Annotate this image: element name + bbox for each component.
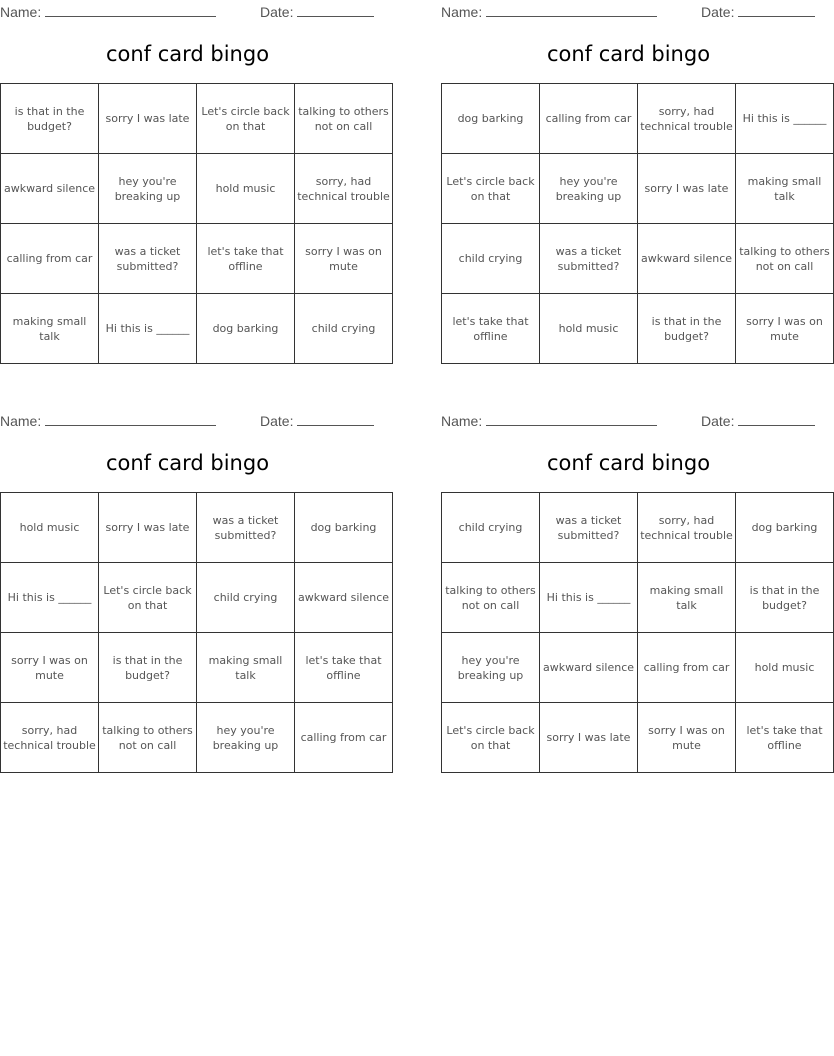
bingo-cell[interactable]: talking to others not on call	[442, 563, 540, 633]
name-blank-line[interactable]	[45, 2, 216, 17]
bingo-cell[interactable]: was a ticket submitted?	[540, 224, 638, 294]
name-field[interactable]	[441, 411, 657, 429]
name-blank-line[interactable]	[486, 2, 657, 17]
bingo-card	[0, 409, 390, 779]
bingo-cell[interactable]: calling from car	[1, 224, 99, 294]
bingo-cell[interactable]: sorry I was on mute	[1, 633, 99, 703]
bingo-cell[interactable]: Let's circle back on that	[99, 563, 197, 633]
bingo-cell[interactable]: child crying	[295, 294, 393, 364]
bingo-row	[1, 493, 393, 563]
bingo-cell[interactable]: is that in the budget?	[1, 84, 99, 154]
bingo-cell[interactable]: child crying	[442, 493, 540, 563]
bingo-cell[interactable]: dog barking	[736, 493, 834, 563]
bingo-cell[interactable]: let's take that offline	[197, 224, 295, 294]
bingo-row	[1, 633, 393, 703]
bingo-grid	[441, 83, 834, 364]
bingo-cell[interactable]: hold music	[540, 294, 638, 364]
bingo-row	[442, 294, 834, 364]
bingo-cell[interactable]: dog barking	[442, 84, 540, 154]
date-label: Date:	[260, 4, 294, 20]
bingo-cell[interactable]: sorry I was late	[540, 703, 638, 773]
bingo-row	[1, 84, 393, 154]
bingo-cell[interactable]: awkward silence	[540, 633, 638, 703]
bingo-cell[interactable]: sorry I was on mute	[638, 703, 736, 773]
name-label: Name:	[0, 413, 42, 429]
bingo-cell[interactable]: was a ticket submitted?	[540, 493, 638, 563]
card-header	[441, 0, 816, 22]
card-header	[0, 409, 375, 431]
name-label: Name:	[0, 4, 42, 20]
bingo-cell[interactable]: Hi this is ______	[99, 294, 197, 364]
date-blank-line[interactable]	[297, 2, 374, 17]
bingo-cell[interactable]: hey you're breaking up	[197, 703, 295, 773]
bingo-cell[interactable]: child crying	[197, 563, 295, 633]
date-blank-line[interactable]	[297, 411, 374, 426]
bingo-grid	[441, 492, 834, 773]
bingo-cell[interactable]: talking to others not on call	[736, 224, 834, 294]
bingo-cell[interactable]: Let's circle back on that	[442, 703, 540, 773]
date-field[interactable]	[701, 411, 815, 429]
bingo-cell[interactable]: sorry, had technical trouble	[638, 84, 736, 154]
bingo-cell[interactable]: awkward silence	[1, 154, 99, 224]
bingo-cell[interactable]: let's take that offline	[295, 633, 393, 703]
bingo-cell[interactable]: Let's circle back on that	[197, 84, 295, 154]
bingo-cell[interactable]: is that in the budget?	[99, 633, 197, 703]
bingo-cell[interactable]: is that in the budget?	[638, 294, 736, 364]
bingo-cell[interactable]: sorry, had technical trouble	[1, 703, 99, 773]
bingo-cell[interactable]: dog barking	[197, 294, 295, 364]
bingo-cell[interactable]: child crying	[442, 224, 540, 294]
bingo-cell[interactable]: dog barking	[295, 493, 393, 563]
name-field[interactable]	[0, 2, 216, 20]
date-label: Date:	[701, 4, 735, 20]
bingo-row	[1, 224, 393, 294]
bingo-cell[interactable]: sorry I was on mute	[295, 224, 393, 294]
date-field[interactable]	[260, 411, 374, 429]
bingo-row	[1, 294, 393, 364]
date-field[interactable]	[260, 2, 374, 20]
card-title: conf card bingo	[546, 451, 711, 475]
bingo-row	[442, 563, 834, 633]
bingo-row	[442, 154, 834, 224]
bingo-cell[interactable]: calling from car	[295, 703, 393, 773]
date-label: Date:	[260, 413, 294, 429]
bingo-row	[442, 703, 834, 773]
date-field[interactable]	[701, 2, 815, 20]
bingo-cell[interactable]: talking to others not on call	[99, 703, 197, 773]
date-label: Date:	[701, 413, 735, 429]
bingo-cell[interactable]: making small talk	[638, 563, 736, 633]
bingo-cell[interactable]: hey you're breaking up	[99, 154, 197, 224]
card-header	[441, 409, 816, 431]
name-blank-line[interactable]	[45, 411, 216, 426]
bingo-cell[interactable]: sorry I was late	[638, 154, 736, 224]
bingo-cell[interactable]: Let's circle back on that	[442, 154, 540, 224]
bingo-card	[441, 409, 823, 779]
name-field[interactable]	[0, 411, 216, 429]
name-label: Name:	[441, 4, 483, 20]
bingo-cell[interactable]: sorry I was on mute	[736, 294, 834, 364]
bingo-grid	[0, 492, 393, 773]
card-title: conf card bingo	[546, 42, 711, 66]
bingo-cell[interactable]: let's take that offline	[442, 294, 540, 364]
bingo-cell[interactable]: is that in the budget?	[736, 563, 834, 633]
bingo-row	[442, 633, 834, 703]
bingo-cell[interactable]: calling from car	[638, 633, 736, 703]
date-blank-line[interactable]	[738, 411, 815, 426]
date-blank-line[interactable]	[738, 2, 815, 17]
bingo-row	[442, 493, 834, 563]
bingo-row	[1, 703, 393, 773]
name-blank-line[interactable]	[486, 411, 657, 426]
bingo-card	[0, 0, 390, 370]
bingo-cell[interactable]: awkward silence	[638, 224, 736, 294]
bingo-cell[interactable]: calling from car	[540, 84, 638, 154]
bingo-cell[interactable]: making small talk	[1, 294, 99, 364]
bingo-cell[interactable]: making small talk	[736, 154, 834, 224]
bingo-cell[interactable]: sorry I was late	[99, 84, 197, 154]
bingo-cell[interactable]: sorry, had technical trouble	[638, 493, 736, 563]
name-field[interactable]	[441, 2, 657, 20]
bingo-row	[442, 84, 834, 154]
bingo-cell[interactable]: awkward silence	[295, 563, 393, 633]
card-header	[0, 0, 375, 22]
bingo-cell[interactable]: hey you're breaking up	[442, 633, 540, 703]
bingo-cell[interactable]: talking to others not on call	[295, 84, 393, 154]
bingo-cell[interactable]: let's take that offline	[736, 703, 834, 773]
bingo-cell[interactable]: Hi this is ______	[540, 563, 638, 633]
bingo-card	[441, 0, 830, 370]
bingo-cell[interactable]: sorry, had technical trouble	[295, 154, 393, 224]
bingo-cell[interactable]: hold music	[1, 493, 99, 563]
bingo-cell[interactable]: hold music	[736, 633, 834, 703]
bingo-cell[interactable]: sorry I was late	[99, 493, 197, 563]
bingo-cell[interactable]: was a ticket submitted?	[99, 224, 197, 294]
bingo-cell[interactable]: Hi this is ______	[736, 84, 834, 154]
bingo-row	[1, 154, 393, 224]
name-label: Name:	[441, 413, 483, 429]
bingo-grid	[0, 83, 393, 364]
bingo-cell[interactable]: was a ticket submitted?	[197, 493, 295, 563]
bingo-cell[interactable]: hey you're breaking up	[540, 154, 638, 224]
bingo-cell[interactable]: Hi this is ______	[1, 563, 99, 633]
card-title: conf card bingo	[105, 42, 270, 66]
bingo-row	[442, 224, 834, 294]
bingo-cell[interactable]: making small talk	[197, 633, 295, 703]
bingo-cell[interactable]: hold music	[197, 154, 295, 224]
card-title: conf card bingo	[105, 451, 270, 475]
bingo-row	[1, 563, 393, 633]
